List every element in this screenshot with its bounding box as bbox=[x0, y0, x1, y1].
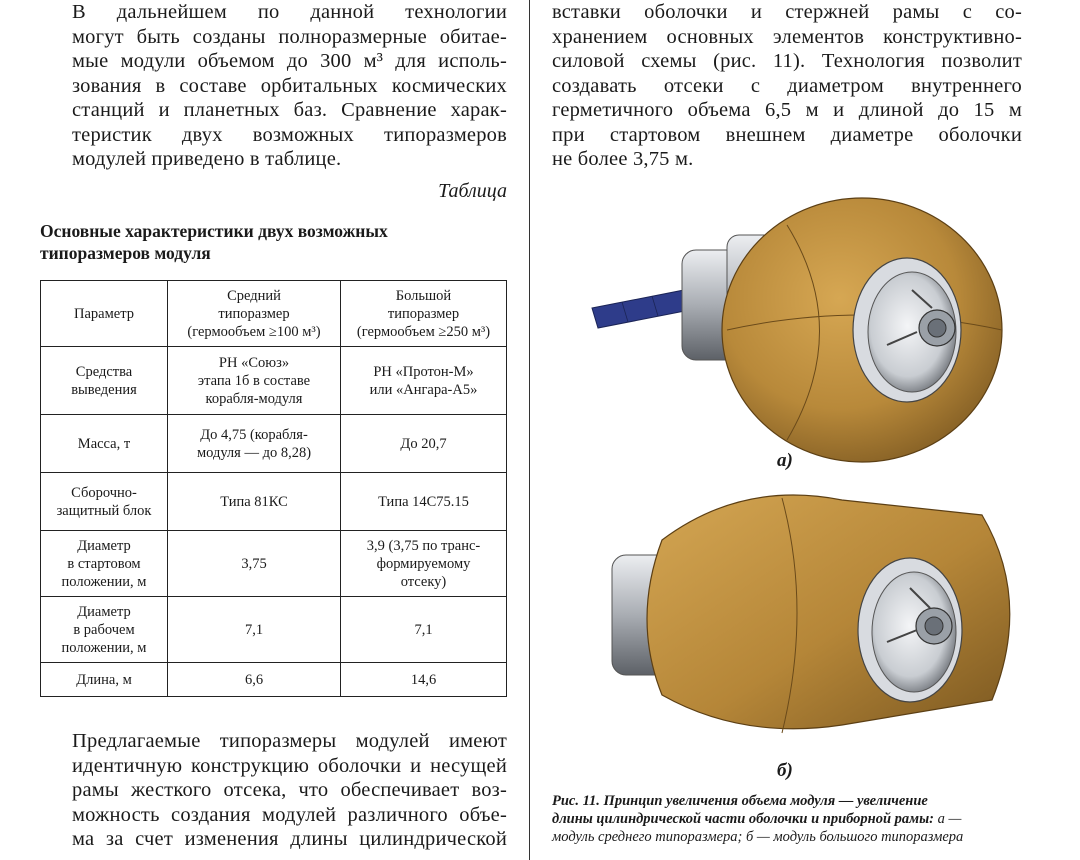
left-bottom-paragraph bbox=[40, 729, 507, 852]
table-header-row bbox=[41, 281, 507, 347]
cell-text-line: 7,1 bbox=[414, 621, 433, 638]
cell-text-line: положении, м bbox=[61, 639, 147, 656]
cell-large bbox=[341, 597, 507, 663]
text-line: создавать отсеки с диаметром внутреннего bbox=[552, 74, 1022, 97]
text-line: зования в составе орбитальных космических bbox=[72, 74, 507, 97]
cell-text-line: 6,6 bbox=[244, 671, 264, 688]
cell-param bbox=[41, 473, 168, 531]
cell-large bbox=[341, 473, 507, 531]
cell-text-line: Типа 14С75.15 bbox=[378, 493, 469, 510]
cell-medium bbox=[168, 473, 341, 531]
cell-text-line: в рабочем bbox=[73, 621, 135, 638]
text-line: теристик двух возможных типоразмеров bbox=[72, 123, 507, 146]
cell-param bbox=[41, 597, 168, 663]
text-line: могут быть созданы полноразмерные обитае- bbox=[72, 25, 507, 48]
cell-text-line: защитный блок bbox=[56, 502, 152, 519]
text-line: мые модули объемом до 300 м³ для исполь- bbox=[72, 50, 507, 72]
cell-text-line: Большой bbox=[395, 287, 452, 304]
table-row bbox=[41, 531, 507, 597]
cell-text-line: положении, м bbox=[61, 573, 147, 590]
cell-param bbox=[41, 415, 168, 473]
left-column bbox=[40, 0, 507, 850]
text-line: идентичную конструкцию оболочки и несущей bbox=[72, 754, 507, 777]
cell-text-line: 3,9 (3,75 по транс- bbox=[366, 537, 481, 554]
solar-panel-a bbox=[592, 290, 690, 328]
cell-text-line: Диаметр bbox=[77, 603, 131, 620]
header-large bbox=[341, 281, 507, 347]
table-title-line: Основные характеристики двух возможных bbox=[40, 221, 388, 241]
cell-medium bbox=[168, 597, 341, 663]
spec-table bbox=[40, 280, 507, 697]
cell-text-line: Длина, м bbox=[76, 671, 132, 688]
table-title-line: типоразмеров модуля bbox=[40, 243, 211, 263]
figure-11 bbox=[552, 180, 1032, 780]
caption-line: длины цилиндрической части оболочки и приборной рамы: bbox=[552, 811, 934, 827]
cell-param bbox=[41, 531, 168, 597]
cell-text-line: Параметр bbox=[74, 305, 134, 322]
cell-text-line: выведения bbox=[71, 381, 137, 398]
table-label: Таблица bbox=[438, 180, 507, 202]
figure-label-b: б) bbox=[777, 760, 793, 781]
cell-medium bbox=[168, 415, 341, 473]
cell-text-line: Масса, т bbox=[77, 435, 131, 452]
cell-text-line: Средний bbox=[227, 287, 281, 304]
table-title bbox=[40, 220, 507, 264]
cell-text-line: Типа 81КС bbox=[220, 493, 288, 510]
cell-text-line: РН «Протон-М» bbox=[373, 363, 474, 380]
cell-text-line: модуля — до 8,28) bbox=[196, 444, 312, 461]
cell-text-line: До 20,7 bbox=[400, 435, 447, 452]
text-line: ма за счет изменения длины цилиндрической bbox=[72, 828, 507, 850]
cell-medium bbox=[168, 531, 341, 597]
cell-text-line: Диаметр bbox=[77, 537, 131, 554]
cell-text-line: типоразмер bbox=[387, 305, 460, 322]
cell-text-line: Сборочно- bbox=[71, 484, 137, 501]
table-row bbox=[41, 597, 507, 663]
cell-text-line: 7,1 bbox=[244, 621, 264, 638]
cell-text-line: До 4,75 (корабля- bbox=[200, 426, 308, 443]
column-divider bbox=[529, 0, 530, 860]
cell-large bbox=[341, 347, 507, 415]
right-column bbox=[552, 0, 1022, 172]
cell-text-line: этапа 1б в составе bbox=[197, 372, 311, 389]
cell-medium bbox=[168, 347, 341, 415]
text-line: силовой схемы (рис. 11). Технология позволит bbox=[552, 50, 1022, 72]
cell-text-line: 3,75 bbox=[241, 555, 267, 572]
cell-text-line: формируемому bbox=[376, 555, 471, 572]
caption-line: модуль среднего типоразмера; б — модуль большого типоразмера bbox=[552, 829, 964, 845]
cell-text-line: в стартовом bbox=[67, 555, 141, 572]
text-line: вставки оболочки и стержней рамы с со- bbox=[552, 1, 1022, 23]
caption-lead: Рис. 11. Принцип увеличения объема модуля — увеличение bbox=[552, 793, 928, 809]
cell-large bbox=[341, 531, 507, 597]
cell-text-line: (гермообъем ≥250 м³) bbox=[356, 323, 491, 340]
cell-param bbox=[41, 663, 168, 697]
text-line: при стартовом внешнем диаметре оболочки bbox=[552, 123, 1022, 146]
text-line: В дальнейшем по данной технологии bbox=[72, 1, 507, 23]
cell-large bbox=[341, 415, 507, 473]
module-illustrations bbox=[552, 180, 1032, 780]
table-row bbox=[41, 473, 507, 531]
text-line: герметичного объема 6,5 м и длиной до 15 м bbox=[552, 99, 1022, 121]
text-line: можность создания модулей различного объе- bbox=[72, 803, 507, 826]
left-bottom-paragraph-wrap bbox=[40, 729, 507, 852]
left-top-paragraph bbox=[40, 0, 507, 172]
cell-large bbox=[341, 663, 507, 697]
text-line: не более 3,75 м. bbox=[552, 148, 694, 170]
text-line: Предлагаемые типоразмеры модулей имеют bbox=[72, 730, 507, 752]
text-line: рамы жесткого отсека, что обеспечивает воз- bbox=[72, 779, 507, 801]
cell-text-line: типоразмер bbox=[218, 305, 290, 322]
module-a bbox=[592, 198, 1002, 462]
text-line: станций и планетных баз. Сравнение харак- bbox=[72, 99, 507, 121]
cell-text-line: отсеку) bbox=[400, 573, 447, 590]
text-line: модулей приведено в таблице. bbox=[72, 148, 342, 170]
module-b bbox=[612, 495, 1010, 733]
header-medium bbox=[168, 281, 341, 347]
text-line: хранением основных элементов конструктивно- bbox=[552, 25, 1022, 48]
cell-text-line: 14,6 bbox=[410, 671, 437, 688]
cell-text-line: (гермообъем ≥100 м³) bbox=[187, 323, 321, 340]
caption-line-tail: а — bbox=[934, 811, 962, 827]
cell-text-line: корабля-модуля bbox=[205, 390, 303, 407]
header-param bbox=[41, 281, 168, 347]
cell-text-line: или «Ангара-А5» bbox=[369, 381, 478, 398]
figure-caption bbox=[552, 792, 1024, 846]
figure-label-a: а) bbox=[777, 450, 793, 471]
cell-text-line: Средства bbox=[75, 363, 133, 380]
cell-text-line: РН «Союз» bbox=[218, 354, 290, 371]
cell-medium bbox=[168, 663, 341, 697]
table-row bbox=[41, 347, 507, 415]
table-row bbox=[41, 415, 507, 473]
table-row bbox=[41, 663, 507, 697]
right-top-paragraph bbox=[552, 0, 1022, 172]
cell-param bbox=[41, 347, 168, 415]
